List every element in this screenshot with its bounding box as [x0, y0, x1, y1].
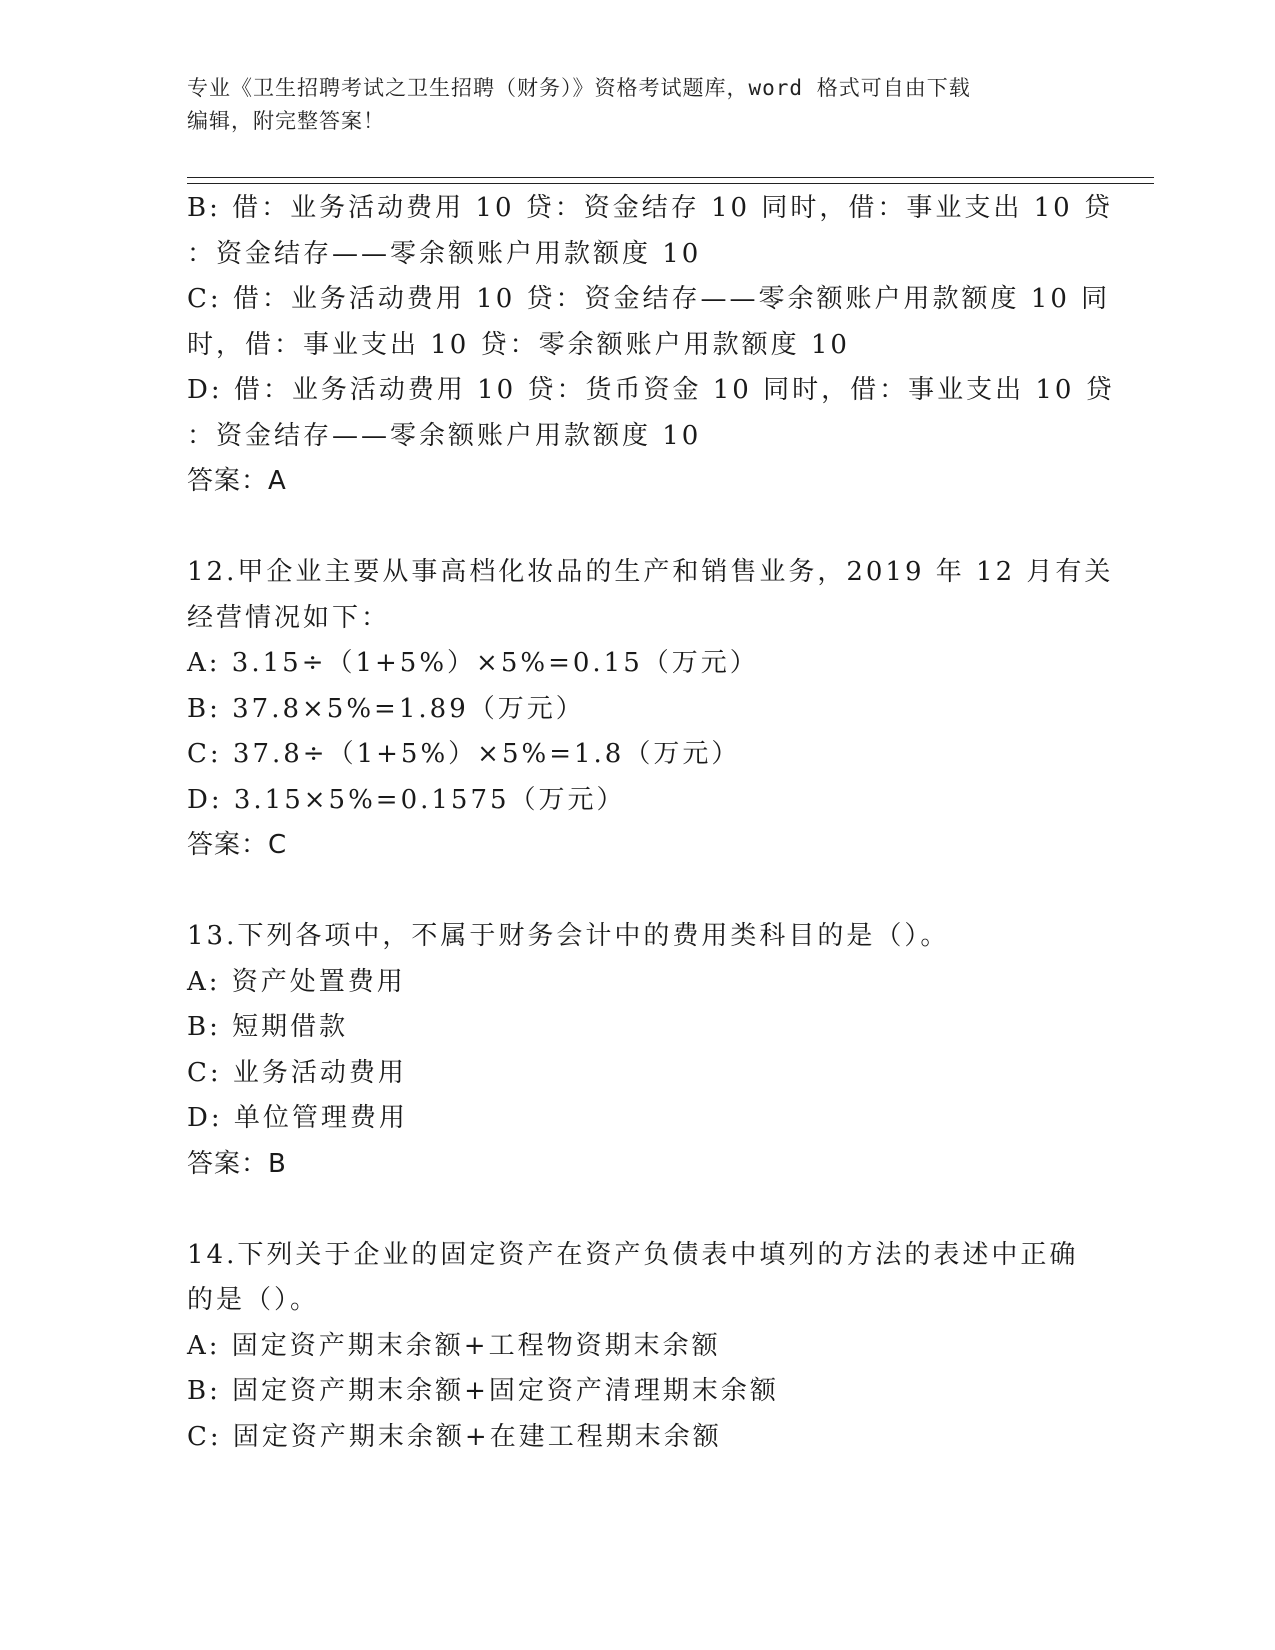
- option-c-line-1: C: 借：业务活动费用 10 贷：资金结存——零余额账户用款额度 10 同: [187, 284, 1111, 314]
- option-c: C: 业务活动费用: [187, 1057, 407, 1088]
- option-a: A: 资产处置费用: [187, 966, 406, 997]
- spacer: [187, 1187, 1087, 1233]
- option-b-line-1: B: 借：业务活动费用 10 贷：资金结存 10 同时，借：事业支出 10 贷: [187, 193, 1113, 223]
- answer-label: 答案：B: [187, 1148, 287, 1179]
- question-text-line-2: 经营情况如下：: [187, 602, 391, 633]
- option-c: C: 37.8÷（1+5%）×5%=1.8（万元）: [187, 739, 741, 769]
- option-a: A: 固定资产期末余额+工程物资期末余额: [187, 1330, 721, 1361]
- spacer: [187, 869, 1087, 915]
- option-c: C: 固定资产期末余额+在建工程期末余额: [187, 1421, 722, 1452]
- option-d-line-1: D: 借：业务活动费用 10 贷：货币资金 10 同时，借：事业支出 10 贷: [187, 375, 1115, 405]
- question-text-line-1: 14.下列关于企业的固定资产在资产负债表中填列的方法的表述中正确: [187, 1239, 1079, 1270]
- header-line-1: 专业《卫生招聘考试之卫生招聘（财务）》资格考试题库，word 格式可自由下载: [187, 76, 971, 100]
- question-text-line-1: 12.甲企业主要从事高档化妆品的生产和销售业务，2019 年 12 月有关: [187, 557, 1114, 587]
- option-b-line-2: ：资金结存——零余额账户用款额度 10: [187, 238, 702, 269]
- document-header: [187, 72, 1087, 138]
- answer-label: 答案：C: [187, 830, 288, 860]
- question-13: [187, 914, 1087, 1187]
- option-b: B: 37.8×5%=1.89（万元）: [187, 693, 585, 724]
- option-d: D: 单位管理费用: [187, 1103, 408, 1133]
- option-b: B: 固定资产期末余额+固定资产清理期末余额: [187, 1376, 779, 1406]
- question-text-line-2: 的是（）。: [187, 1285, 320, 1315]
- question-14: [187, 1233, 1087, 1461]
- option-d: D: 3.15×5%=0.1575（万元）: [187, 784, 626, 815]
- document-body: [187, 186, 1115, 1460]
- answer-label: 答案：A: [187, 466, 287, 496]
- spacer: [187, 505, 1087, 551]
- option-c-line-2: 时，借：事业支出 10 贷：零余额账户用款额度 10: [187, 329, 850, 360]
- header-divider: [187, 177, 1154, 184]
- question-12: [187, 550, 1114, 869]
- option-d-line-2: ：资金结存——零余额账户用款额度 10: [187, 420, 702, 451]
- question-11-tail: [187, 186, 1115, 505]
- header-line-2: 编辑，附完整答案！: [187, 109, 385, 133]
- option-b: B: 短期借款: [187, 1012, 349, 1042]
- question-text: 13.下列各项中，不属于财务会计中的费用类科目的是（）。: [187, 921, 950, 951]
- option-a: A: 3.15÷（1+5%）×5%=0.15（万元）: [187, 648, 759, 678]
